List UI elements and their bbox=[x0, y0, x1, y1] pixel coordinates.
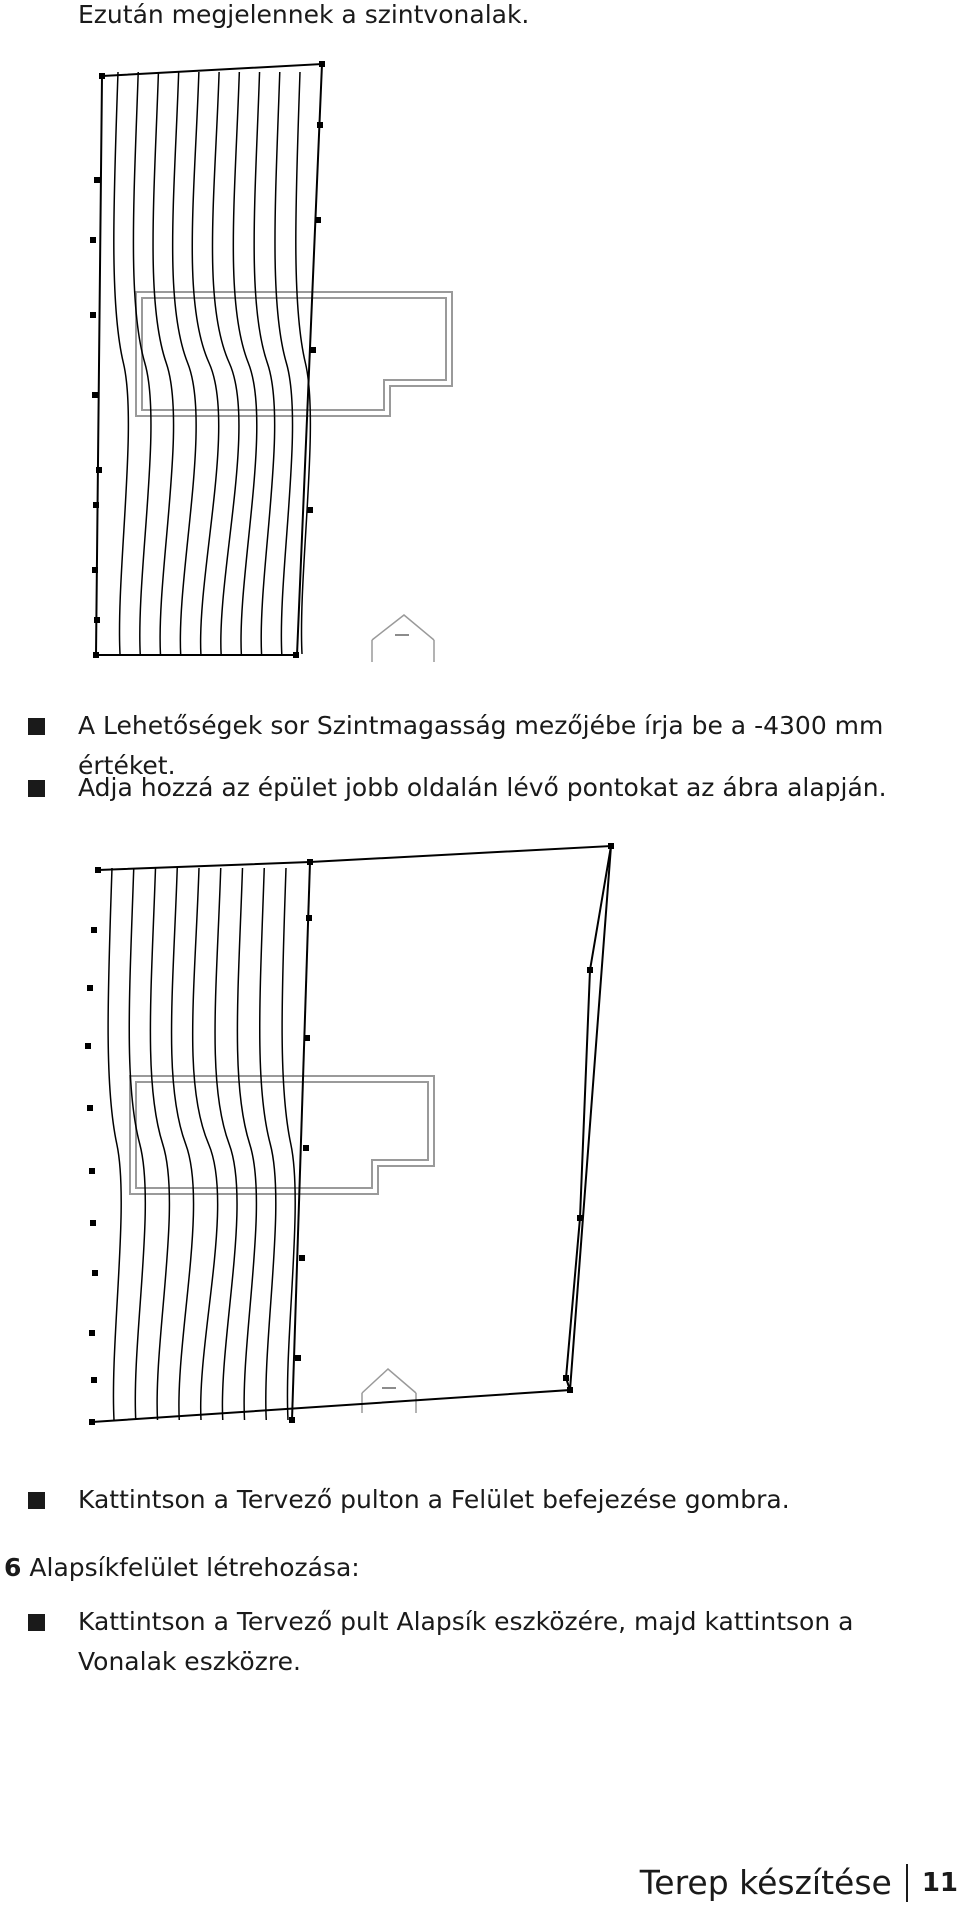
boundary-point bbox=[89, 1419, 95, 1425]
contour-line bbox=[173, 72, 196, 654]
boundary-point bbox=[299, 1255, 305, 1261]
boundary-point bbox=[587, 967, 593, 973]
boundary-point bbox=[87, 985, 93, 991]
site-boundary bbox=[92, 846, 611, 1422]
boundary-point bbox=[310, 347, 316, 353]
figure-contour-lines-initial bbox=[0, 50, 960, 670]
intro-text: Ezután megjelennek a szintvonalak. bbox=[78, 0, 530, 29]
boundary-point bbox=[295, 1355, 301, 1361]
page-number: 11 bbox=[921, 1868, 958, 1898]
site-boundary bbox=[96, 64, 322, 655]
boundary-point bbox=[93, 652, 99, 658]
contour-line bbox=[296, 72, 311, 654]
boundary-point bbox=[91, 1377, 97, 1383]
boundary-point bbox=[96, 467, 102, 473]
figure-contour-lines-with-right-points bbox=[0, 838, 960, 1438]
contour-line bbox=[282, 868, 295, 1420]
boundary-point bbox=[315, 217, 321, 223]
boundary-point bbox=[563, 1375, 569, 1381]
boundary-point bbox=[317, 122, 323, 128]
bullet-item-4 bbox=[0, 1602, 938, 1682]
contour-line bbox=[172, 868, 194, 1420]
section-title: Terep készítése bbox=[639, 1863, 892, 1902]
bullet-text: Adja hozzá az épület jobb oldalán lévő pontokat az ábra alapján. bbox=[78, 773, 887, 802]
boundary-point bbox=[303, 1145, 309, 1151]
boundary-point bbox=[289, 1417, 295, 1423]
boundary-point bbox=[95, 867, 101, 873]
contour-lines bbox=[114, 72, 311, 654]
boundary-point bbox=[89, 1168, 95, 1174]
contour-plan-1 bbox=[0, 50, 960, 670]
bullet-text: A Lehetőségek sor Szintmagasság mezőjébe írja be a -4300 mm értéket. bbox=[78, 711, 884, 780]
page-footer bbox=[640, 1863, 958, 1903]
bullet-square-icon bbox=[28, 1492, 45, 1509]
boundary-point bbox=[90, 237, 96, 243]
footer-divider bbox=[906, 1864, 908, 1902]
contour-line bbox=[108, 868, 121, 1420]
bullet-text: Kattintson a Tervező pult Alapsík eszközére, majd kattintson a Vonalak eszközre. bbox=[78, 1607, 854, 1676]
bullet-square-icon bbox=[28, 780, 45, 797]
boundary-point bbox=[293, 652, 299, 658]
step-number: 6 bbox=[4, 1553, 22, 1582]
contour-line bbox=[233, 72, 256, 654]
boundary-point bbox=[567, 1387, 573, 1393]
boundary-point bbox=[319, 61, 325, 67]
bullet-square-icon bbox=[28, 1614, 45, 1631]
contour-line bbox=[153, 72, 174, 654]
boundary-point bbox=[92, 567, 98, 573]
contour-line bbox=[260, 868, 276, 1420]
boundary-point bbox=[307, 859, 313, 865]
boundary-point bbox=[307, 507, 313, 513]
contour-line bbox=[150, 868, 169, 1420]
bullet-item-3 bbox=[0, 1480, 938, 1520]
bullet-square-icon bbox=[28, 718, 45, 735]
contour-line bbox=[237, 868, 256, 1420]
boundary-point bbox=[94, 617, 100, 623]
boundary-point bbox=[608, 843, 614, 849]
contour-plan-2 bbox=[0, 838, 960, 1438]
boundary-point bbox=[90, 312, 96, 318]
boundary-point bbox=[92, 1270, 98, 1276]
bullet-text: Kattintson a Tervező pulton a Felület befejezése gombra. bbox=[78, 1485, 790, 1514]
north-arrow-2 bbox=[362, 1369, 416, 1413]
building-outline bbox=[130, 1076, 434, 1194]
contour-line bbox=[193, 868, 218, 1420]
boundary-point bbox=[92, 392, 98, 398]
boundary-point bbox=[85, 1043, 91, 1049]
contour-line bbox=[215, 868, 237, 1420]
boundary-point bbox=[577, 1215, 583, 1221]
boundary-point bbox=[304, 1035, 310, 1041]
boundary-point bbox=[89, 1330, 95, 1336]
contour-line bbox=[114, 72, 129, 654]
boundary-point bbox=[87, 1105, 93, 1111]
contour-line bbox=[129, 868, 145, 1420]
boundary-point bbox=[90, 1220, 96, 1226]
boundary-point bbox=[93, 502, 99, 508]
boundary-point bbox=[99, 73, 105, 79]
step-title: Alapsíkfelület létrehozása: bbox=[29, 1553, 360, 1582]
contour-line bbox=[275, 72, 293, 654]
boundary-point bbox=[91, 927, 97, 933]
building-outline bbox=[136, 292, 452, 416]
step-heading bbox=[0, 1548, 360, 1588]
boundary-point bbox=[306, 915, 312, 921]
bullet-item-2 bbox=[0, 768, 938, 808]
north-arrow-1 bbox=[372, 615, 434, 662]
boundary-point bbox=[94, 177, 100, 183]
boundary-points bbox=[85, 843, 614, 1425]
contour-line bbox=[254, 72, 275, 654]
